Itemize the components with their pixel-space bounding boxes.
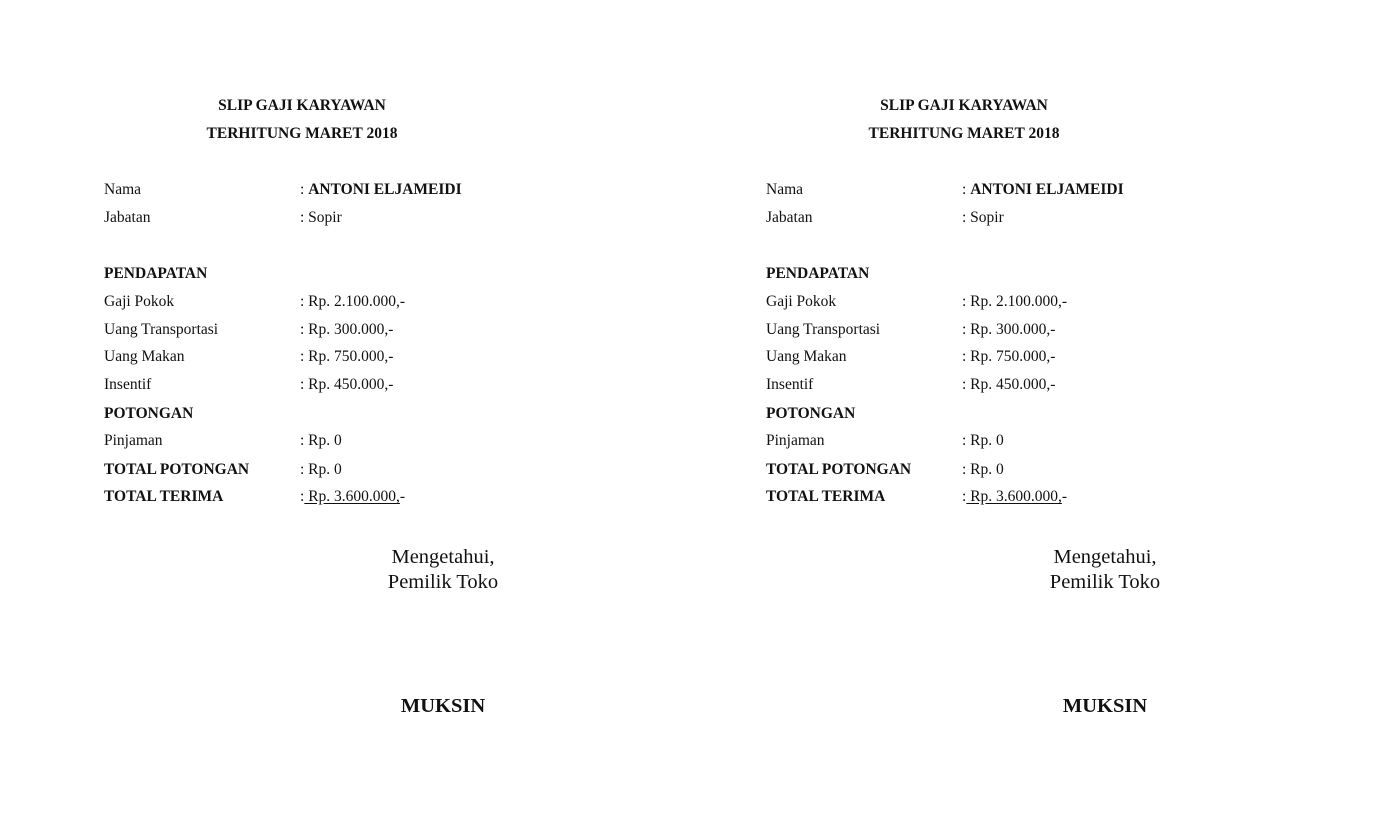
slip-title-text: SLIP GAJI KARYAWAN [880,97,1048,114]
salary-slip-right [766,0,1196,834]
total-deductions-label: TOTAL POTONGAN [104,461,250,478]
total-deductions-label: TOTAL POTONGAN [766,461,912,478]
income-label: Uang Makan [766,348,847,365]
slip-title-text: SLIP GAJI KARYAWAN [218,97,386,114]
income-value: : Rp. 750.000,- [300,348,394,365]
employee-position-label: Jabatan [766,209,813,226]
income-label: Uang Transportasi [766,321,881,338]
total-deductions-value: : Rp. 0 [962,461,1004,478]
total-received-label: TOTAL TERIMA [104,488,224,505]
income-label: Insentif [766,376,814,393]
signature-role: Pemilik Toko [387,571,499,593]
employee-name: ANTONI ELJAMEIDI [970,181,1124,198]
income-label: Gaji Pokok [766,293,837,310]
signature-acknowledged: Mengetahui, [1053,546,1157,568]
amount-suffix: - [399,488,406,505]
income-heading: PENDAPATAN [104,265,208,282]
signature-acknowledged: Mengetahui, [391,546,495,568]
deduction-label: Pinjaman [104,432,163,449]
income-label: Uang Makan [104,348,185,365]
income-value: : Rp. 300.000,- [300,321,394,338]
total-deductions-value: : Rp. 0 [300,461,342,478]
deduction-value: : Rp. 0 [962,432,1004,449]
slip-period-text: TERHITUNG MARET 2018 [206,125,398,142]
total-received-amount: Rp. 3.600.000, [966,488,1062,505]
employee-position-label: Jabatan [104,209,151,226]
income-value: : Rp. 300.000,- [962,321,1056,338]
salary-slip-left [104,0,534,834]
employee-name-label: Nama [766,181,804,198]
amount-suffix: - [1061,488,1068,505]
colon: : [962,488,967,505]
slip-title [102,97,502,115]
total-received-label: TOTAL TERIMA [766,488,886,505]
colon: : [300,181,309,198]
income-value: : Rp. 450.000,- [300,376,394,393]
income-value: : Rp. 2.100.000,- [962,293,1068,310]
total-received-amount: Rp. 3.600.000, [304,488,400,505]
colon: : [300,488,305,505]
total-received-value [300,487,405,507]
employee-position-value: : Sopir [962,209,1004,226]
employee-name-value [300,180,462,200]
signer-name: MUKSIN [1062,695,1148,717]
total-received-value [962,487,1067,507]
slip-period-text: TERHITUNG MARET 2018 [868,125,1060,142]
income-label: Uang Transportasi [104,321,219,338]
signature-role: Pemilik Toko [1049,571,1161,593]
income-value: : Rp. 450.000,- [962,376,1056,393]
deduction-label: Pinjaman [766,432,825,449]
colon: : [962,181,971,198]
income-label: Gaji Pokok [104,293,175,310]
deduction-value: : Rp. 0 [300,432,342,449]
employee-name-label: Nama [104,181,142,198]
income-value: : Rp. 2.100.000,- [300,293,406,310]
employee-name: ANTONI ELJAMEIDI [308,181,462,198]
income-heading: PENDAPATAN [766,265,870,282]
income-value: : Rp. 750.000,- [962,348,1056,365]
slip-period [102,125,502,143]
slip-period [764,125,1164,143]
signer-name: MUKSIN [400,695,486,717]
deductions-heading: POTONGAN [104,405,194,422]
income-label: Insentif [104,376,152,393]
employee-position-value: : Sopir [300,209,342,226]
slip-title [764,97,1164,115]
employee-name-value [962,180,1124,200]
deductions-heading: POTONGAN [766,405,856,422]
